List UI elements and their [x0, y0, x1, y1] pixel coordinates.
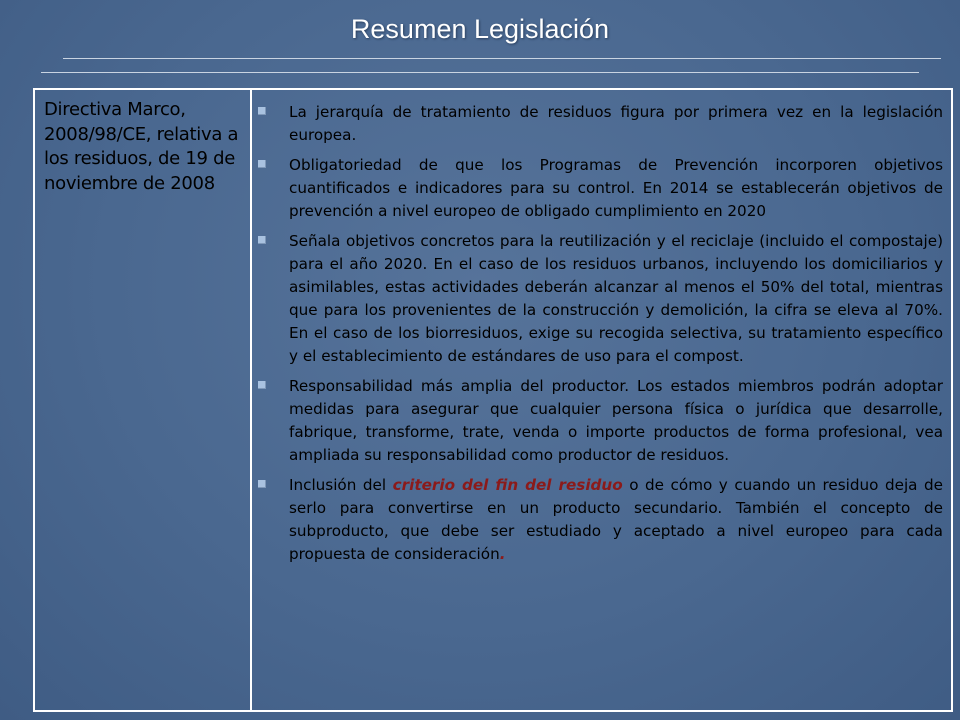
summary-table: [33, 88, 953, 712]
square-bullet-icon: [258, 236, 266, 244]
square-bullet-icon: [258, 480, 266, 488]
bullet-text-last: [289, 474, 943, 566]
title-rule-top: [63, 58, 941, 59]
square-bullet-icon: [258, 107, 266, 115]
bullet-text: Obligatoriedad de que los Programas de Prevención incorporen objetivos cuantificados e indicadores para su control. En 2014 se establecerán objetivos de prevención a nivel europeo de obligado cumplimiento en 2020: [289, 156, 943, 220]
slide-title: Resumen Legislación: [350, 14, 610, 44]
square-bullet-icon: [258, 381, 266, 389]
bullet-text: La jerarquía de tratamiento de residuos figura por primera vez en la legislación europea.: [289, 103, 943, 144]
bullet-text: Responsabilidad más amplia del productor. Los estados miembros podrán adoptar medidas para asegurar que cualquier persona física o jurídica que desarrolle, fabrique, transforme, trate, venda o importe productos de forma profesional, vea ampliada su responsabilidad como productor de residuos.: [289, 377, 943, 464]
bullet-text-after: o de cómo y cuando un residuo deja de serlo para convertirse en un producto secundario. También el concepto de subproducto, que debe ser estudiado y aceptado a nivel europeo para cada propuesta de consideración: [289, 476, 943, 563]
bullet-text-before: Inclusión del: [289, 476, 393, 494]
list-item: [258, 154, 943, 223]
list-item: [258, 375, 943, 467]
square-bullet-icon: [258, 160, 266, 168]
emphasis-text: criterio del fin del residuo: [392, 476, 623, 494]
directive-cell: Directiva Marco, 2008/98/CE, relativa a los residuos, de 19 de noviembre de 2008: [35, 90, 252, 710]
bullet-text-end: .: [499, 545, 506, 563]
list-item: [258, 101, 943, 147]
list-item: [258, 474, 943, 566]
title-rule-bottom: [41, 72, 919, 73]
bullet-text: Señala objetivos concretos para la reutilización y el reciclaje (incluido el compostaje) para el año 2020. En el caso de los residuos urbanos, incluyendo los domiciliarios y asimilables, estas actividades deberán alcanzar al menos el 50% del total, mientras que para los provenientes de la construcción y demolición, la cifra se eleva al 70%. En el caso de los biorresiduos, exige su recogida selectiva, su tratamiento específico y el establecimiento de estándares de uso para el compost.: [289, 232, 943, 365]
list-item: [258, 230, 943, 368]
bullets-cell: [252, 90, 951, 710]
